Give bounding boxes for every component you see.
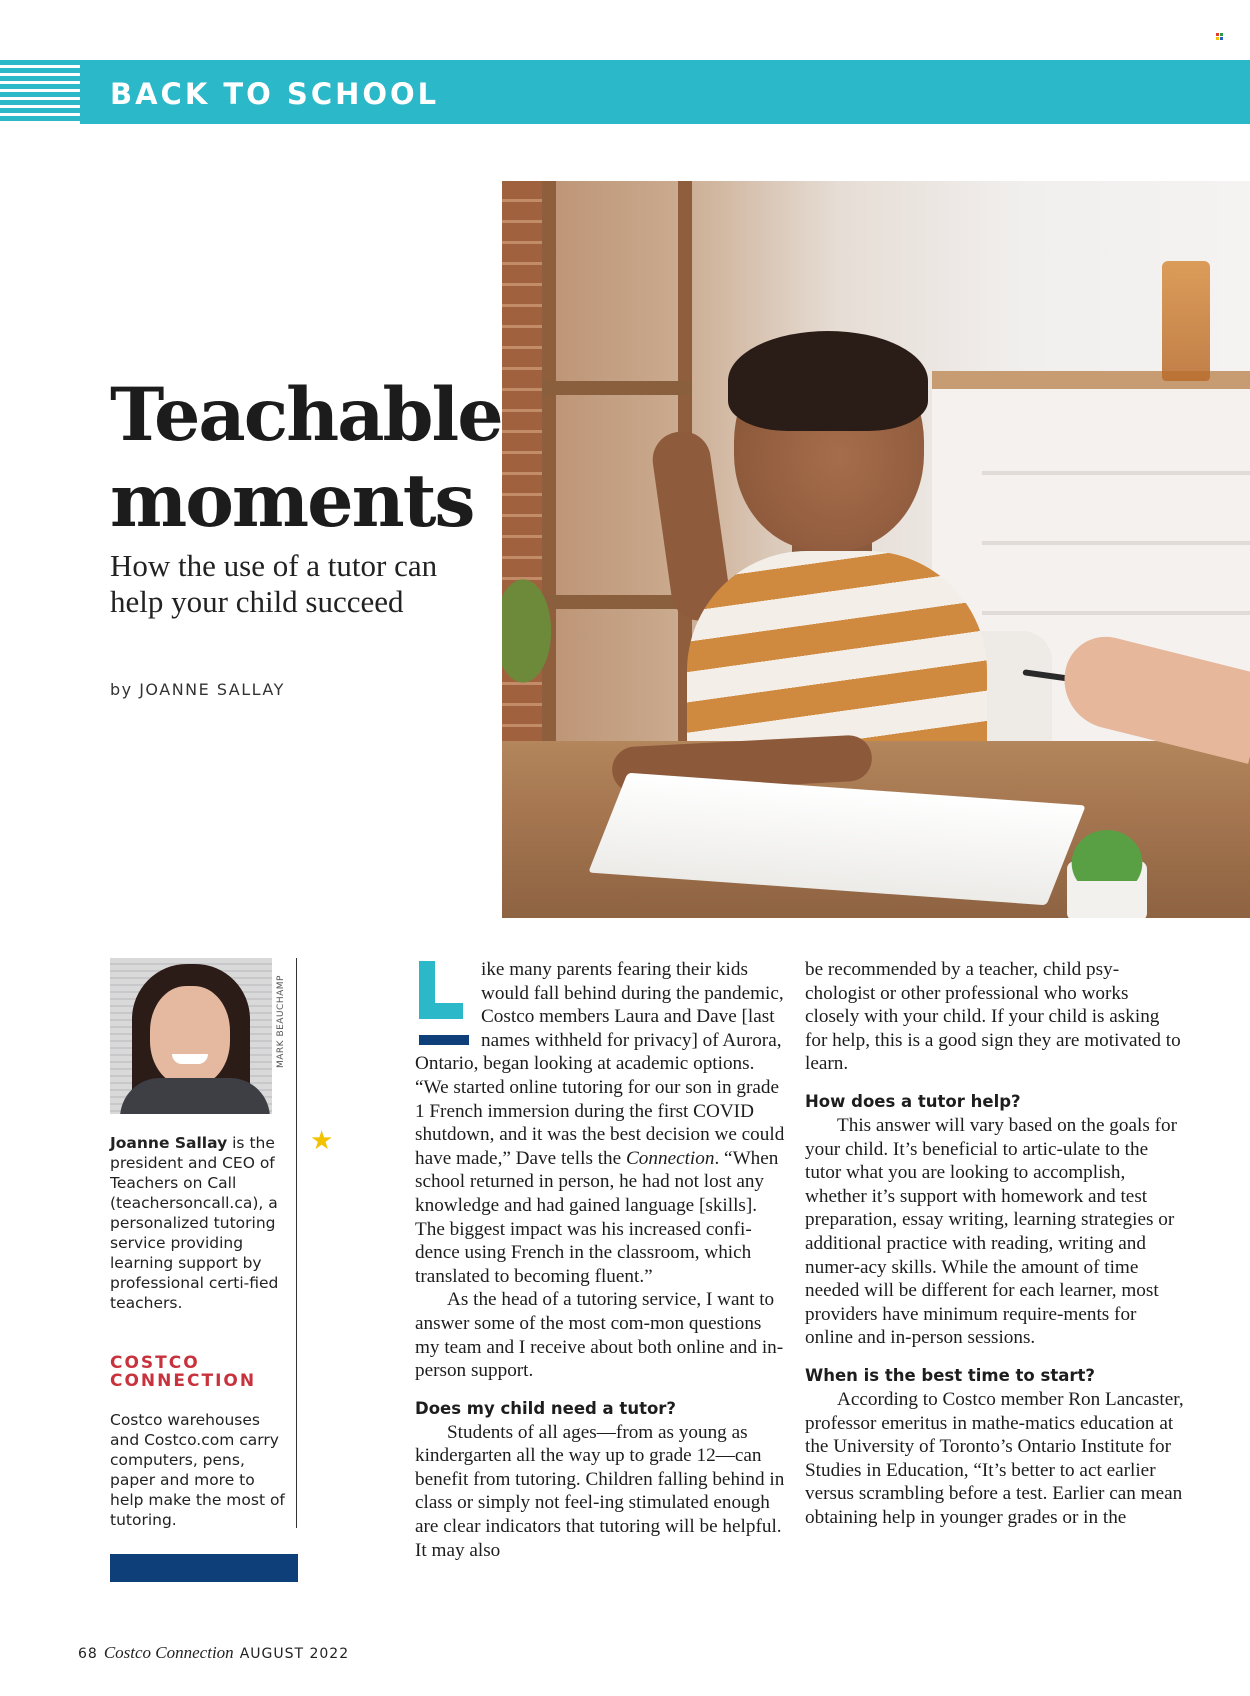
paragraph-6: According to Costco member Ron Lancaster, professor emeritus in mathe-matics education at the University of Toronto’s Ontario Institute for Studies in Education, “It’s better to act earlier versus scrambling before a test. Earlier can mean obtaining help in younger grades or in the bbox=[805, 1388, 1184, 1528]
author-name: Joanne Sallay bbox=[110, 1134, 228, 1152]
sidebar-divider bbox=[296, 958, 297, 1528]
author-bio bbox=[110, 1133, 290, 1313]
subheadline: How the use of a tutor can help your child succeed bbox=[110, 548, 438, 619]
drop-cap bbox=[419, 961, 463, 1033]
promo-text: Costco warehouses and Costco.com carry computers, pens, paper and more to help make the most of tutoring. bbox=[110, 1411, 285, 1529]
section-title: BACK TO SCHOOL bbox=[110, 77, 440, 111]
page-footer bbox=[78, 1643, 349, 1663]
author-bio-text: is the president and CEO of Teachers on Call (teachersoncall.ca), a personalized tutoring service providing learning support by professional certi-fied teachers. bbox=[110, 1134, 279, 1312]
star-icon: ★ bbox=[310, 1126, 334, 1156]
author-photo bbox=[110, 958, 272, 1114]
magazine-name: Connection bbox=[625, 1147, 715, 1169]
registration-mark-icon bbox=[1216, 33, 1223, 40]
page-number: 68 bbox=[78, 1646, 98, 1662]
subheading-need-tutor: Does my child need a tutor? bbox=[415, 1398, 677, 1418]
promo-bar bbox=[110, 1554, 298, 1582]
photo-credit: MARK BEAUCHAMP bbox=[276, 975, 286, 1068]
paragraph-4: be recommended by a teacher, child psy-chologist or other professional who works closely with your child. If your child is asking for help, this is a good sign they are motivated to learn. bbox=[805, 959, 1181, 1075]
hero-photo bbox=[502, 181, 1250, 918]
headline-line-2: moments bbox=[110, 458, 474, 544]
promo-title: COSTCO CONNECTION bbox=[110, 1353, 257, 1391]
article-column-1 bbox=[415, 958, 787, 1562]
subheading-how-tutor-helps: How does a tutor help? bbox=[805, 1091, 1021, 1111]
article-column-2 bbox=[805, 958, 1185, 1529]
headline-line-1: Teachable bbox=[110, 372, 502, 458]
band-stripes bbox=[0, 60, 80, 124]
byline: by JOANNE SALLAY bbox=[110, 680, 285, 699]
paragraph-intro: ike many parents fearing their kids would fall behind during the pandemic, Costco members Laura and Dave [last names withheld for privacy] of Aurora, Ontario, began looking at academic options. “We started online tutoring for our son in grade 1 French immersion during the first COVID shutdown, and it was the best decision we could have made,” Dave tells the Connection. “When school returned in person, he had not lost any knowledge and had gained language [skills]. The biggest impact was his increased confi-dence using French in the classroom, which translated to becoming fluent.” bbox=[415, 959, 785, 1287]
footer-issue: AUGUST 2022 bbox=[239, 1646, 350, 1662]
paragraph-3: Students of all ages—from as young as kindergarten all the way up to grade 12—can benefit from tutoring. Children falling behind in class or simply not feel-ing stimulated enough are clear indicators that tutoring will be helpful. It may also bbox=[415, 1421, 785, 1561]
paragraph-5: This answer will vary based on the goals for your child. It’s beneficial to artic-ulate to the tutor what you are looking to accomplish, whether it’s support with homework and test preparation, essay writing, learning strategies or additional practice with reading, writing and numer-acy skills. While the amount of time needed will be different for each learner, most providers have minimum require-ments for online and in-person sessions. bbox=[805, 1114, 1177, 1349]
subheading-when-to-start: When is the best time to start? bbox=[805, 1365, 1095, 1385]
paragraph-2: As the head of a tutoring service, I want to answer some of the most com-mon questions my team and I receive about both online and in-person support. bbox=[415, 1289, 784, 1382]
footer-magazine: Costco Connection bbox=[103, 1643, 234, 1662]
headline bbox=[110, 372, 502, 544]
